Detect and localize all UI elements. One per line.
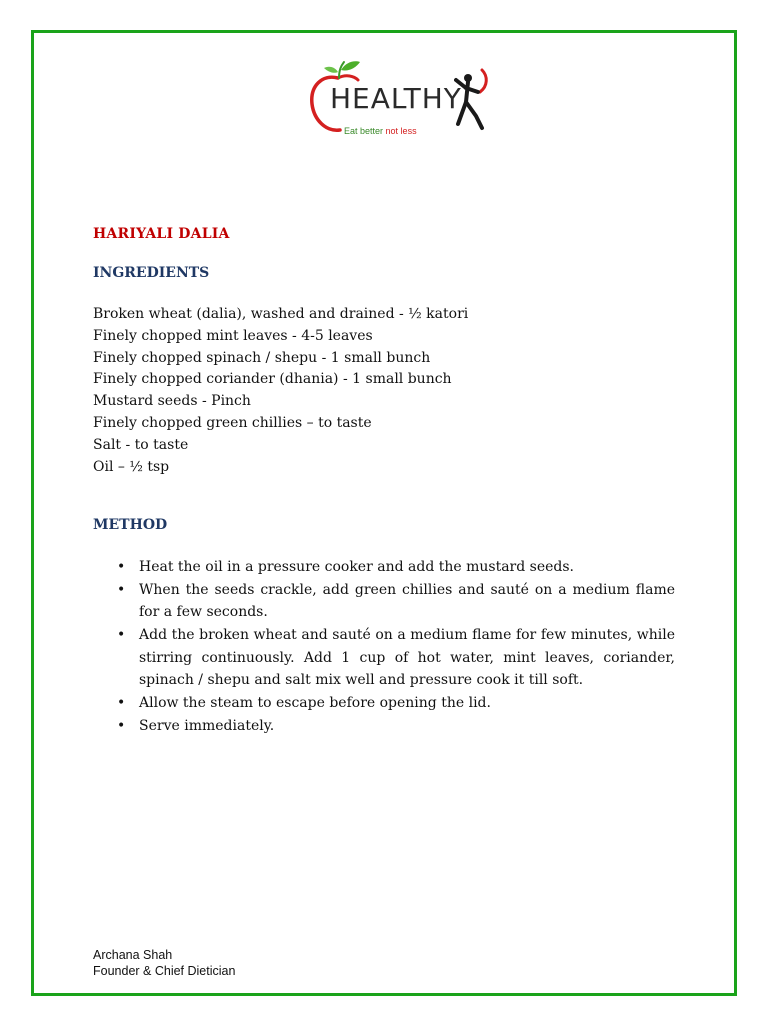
list-item: Finely chopped spinach / shepu - 1 small bunch xyxy=(93,349,431,366)
list-item: Oil – ½ tsp xyxy=(93,458,170,475)
recipe-title: HARIYALI DALIA xyxy=(93,226,230,242)
list-item: Mustard seeds - Pinch xyxy=(93,393,251,410)
signature-name: Archana Shah xyxy=(93,948,173,962)
signature-role: Founder & Chief Dietician xyxy=(93,964,236,978)
list-item xyxy=(117,579,675,624)
method-step: When the seeds crackle, add green chillies and sauté on a medium flame for a few seconds. xyxy=(139,581,675,621)
list-item xyxy=(117,692,675,714)
bullet-icon: • xyxy=(117,627,126,644)
method-list xyxy=(117,556,675,738)
bullet-icon: • xyxy=(117,559,126,575)
method-step: Add the broken wheat and sauté on a medium flame for few minutes, while stirring continuously. Add 1 cup of hot water, mint leaves, coriander, spinach / shepu and salt mix well and pressure cook it till soft. xyxy=(139,627,675,689)
person-icon xyxy=(454,66,494,136)
method-heading: METHOD xyxy=(93,517,168,533)
logo-tagline: Eat better not less xyxy=(344,126,417,136)
method-step: Heat the oil in a pressure cooker and add the mustard seeds. xyxy=(139,559,575,575)
bullet-icon: • xyxy=(117,717,126,734)
ingredients-list xyxy=(93,304,468,478)
list-item: Broken wheat (dalia), washed and drained - ½ katori xyxy=(93,306,469,322)
list-item: Finely chopped coriander (dhania) - 1 small bunch xyxy=(93,371,452,388)
list-item: Finely chopped mint leaves - 4-5 leaves xyxy=(93,327,373,344)
list-item: Finely chopped green chillies – to taste xyxy=(93,414,372,431)
page-border xyxy=(31,30,737,996)
signature xyxy=(93,947,235,979)
list-item xyxy=(117,624,675,691)
list-item xyxy=(117,715,675,737)
bullet-icon: • xyxy=(117,694,126,711)
method-step: Serve immediately. xyxy=(139,717,275,734)
list-item xyxy=(117,556,675,578)
bullet-icon: • xyxy=(117,581,126,598)
logo-wordmark: HEALTHY xyxy=(330,82,462,115)
list-item: Salt - to taste xyxy=(93,436,189,453)
method-step: Allow the steam to escape before opening the lid. xyxy=(139,694,491,711)
healthy-logo xyxy=(308,56,492,140)
ingredients-heading: INGREDIENTS xyxy=(93,265,210,281)
